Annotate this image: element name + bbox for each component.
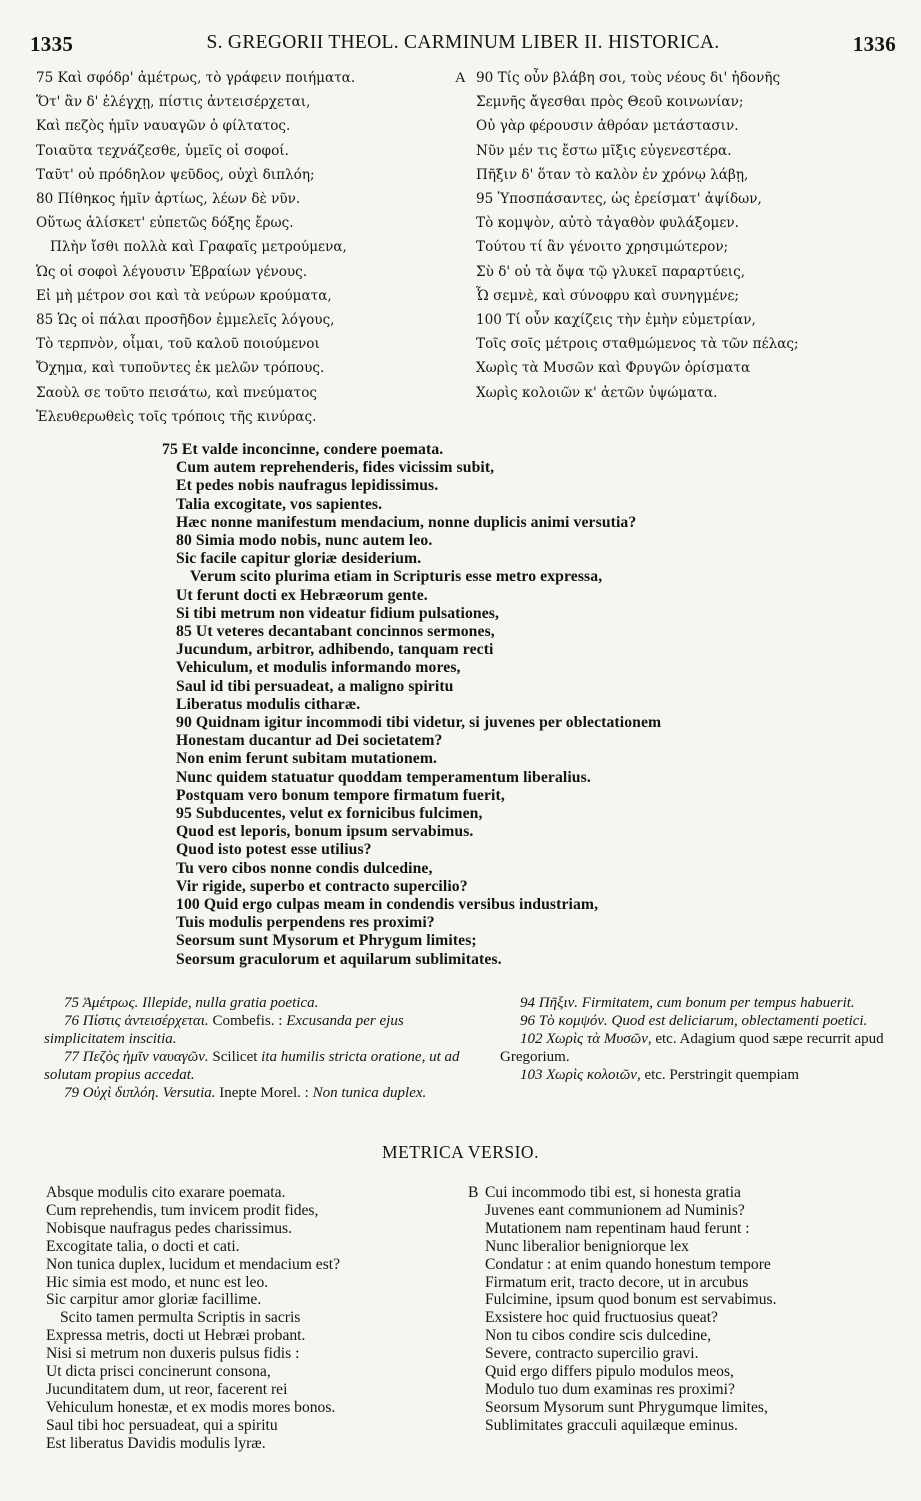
verse-line: Mutationem nam repentinam haud ferunt : (485, 1219, 750, 1237)
verse-line: 75 Καὶ σφόδρ' ἀμέτρως, τὸ γράφειν ποιήματα. (36, 70, 356, 86)
verse-line: Ὅτ' ἂν δ' ἐλέγχῃ, πίστις ἀντεισέρχεται, (36, 94, 311, 111)
verse-line: Τούτου τί ἂν γένοιτο χρησιμώτερον; (476, 239, 729, 256)
latin-line: Ut ferunt docti ex Hebræorum gente. (176, 586, 428, 604)
verse-line: Seorsum Mysorum sunt Phrygumque limites, (485, 1398, 768, 1416)
verse-line: Jucunditatem dum, ut reor, facerent rei (46, 1380, 288, 1398)
verse-line: Modulo tuo dum examinas res proximi? (485, 1380, 735, 1398)
footnote-gloss: Quod est deliciarum, oblectamenti poetici. (611, 1013, 868, 1029)
verse-line: Ut dicta prisci concinerunt consona, (46, 1363, 271, 1381)
latin-line: Verum scito plurima etiam in Scripturis esse metro expressa, (190, 568, 603, 586)
verse-line: Χωρὶς τὰ Μυσῶν καὶ Φρυγῶν ὁρίσματα (476, 360, 751, 377)
footnote-ref: 103 Χωρὶς κολοιῶν, (520, 1067, 641, 1083)
footnote-ref: 96 Τὸ κομψόν. (520, 1013, 608, 1029)
footnote (500, 1030, 906, 1066)
verse-line: Ὦ σεμνὲ, καὶ σύνοφρυ καὶ συνηγμένε; (476, 287, 740, 304)
verse-line: Τὸ τερπνὸν, οἶμαι, τοῦ καλοῦ ποιούμενοι (36, 336, 320, 353)
verse-line: Νῦν μέν τις ἔστω μῖξις εὐγενεστέρα. (476, 142, 732, 159)
column-marker: B (468, 1184, 479, 1201)
verse-line: Cui incommodo tibi est, si honesta gratia (485, 1184, 741, 1201)
verse-line: Nobisque naufragus pedes charissimus. (46, 1219, 292, 1237)
footnote-ref: 102 Χωρὶς τὰ Μυσῶν, (520, 1031, 652, 1047)
verse-line: Nisi si metrum non duxeris pulsus fidis : (46, 1345, 300, 1363)
verse-line: Τὸ κομψὸν, αὐτὸ τἀγαθὸν φυλάξομεν. (476, 215, 739, 232)
verse-line: Πλὴν ἴσθι πολλὰ καὶ Γραφαῖς μετρούμενα, (50, 239, 347, 256)
verse-line: Εἰ μὴ μέτρον σοι καὶ τὰ νεύρων κρούματα, (36, 287, 332, 304)
verse-line: Ταῦτ' οὐ πρόδηλον ψεῦδος, οὐχὶ διπλόη; (36, 166, 315, 183)
latin-line: 95 Subducentes, velut ex fornicibus fulcimen, (176, 805, 483, 823)
footnote-text: etc. Adagium quod sæpe recurrit apud Gregorium. (500, 1031, 884, 1065)
verse-line: Ἐλευθερωθεὶς τοῖς τρόποις τῆς κινύρας. (36, 408, 317, 425)
latin-line: Vehiculum, et modulis informando mores, (176, 659, 461, 677)
footnote-text: etc. Perstringit quempiam (644, 1067, 800, 1083)
latin-line: 75 Et valde inconcinne, condere poemata. (162, 441, 444, 458)
verse-line: Οὐ γὰρ φέρουσιν ἀθρόαν μετάστασιν. (476, 118, 739, 135)
footnote (44, 1084, 464, 1102)
column-marker: A (455, 70, 466, 86)
verse-line: 85 Ὡς οἱ πάλαι προσῆδον ἐμμελεῖς λόγους, (36, 312, 335, 329)
footnote (44, 994, 464, 1012)
running-header (30, 32, 896, 56)
verse-line: Juvenes eant communionem ad Numinis? (485, 1201, 745, 1219)
verse-line: Hic simia est modo, et nunc est leo. (46, 1273, 269, 1291)
verse-line: Nunc liberalior benigniorque lex (485, 1237, 689, 1255)
verse-line: Saul tibi hoc persuadeat, qui a spiritu (46, 1416, 278, 1434)
running-title: S. GREGORII THEOL. CARMINUM LIBER II. HISTORICA. (206, 32, 720, 53)
footnote-gloss: Non tunica duplex. (312, 1085, 427, 1101)
verse-line: Οὕτως ἁλίσκετ' εὐπετῶς δόξης ἔρως. (36, 215, 294, 232)
verse-line: Τοῖς σοῖς μέτροις σταθμώμενος τὰ τῶν πέλας; (476, 336, 799, 353)
verse-line: Σὺ δ' οὐ τὰ ὄψα τῷ γλυκεῖ παραρτύεις, (476, 263, 746, 280)
verse-line: Excogitate talia, o docti et cati. (46, 1237, 240, 1255)
footnote-gloss: Illepide, nulla gratia poetica. (142, 995, 319, 1011)
latin-translation (162, 441, 661, 969)
verse-line: Firmatum erit, tracto decore, ut in arcubus (485, 1273, 749, 1291)
footnote (44, 1048, 464, 1084)
verse-line: Non tunica duplex, lucidum et mendacium est? (46, 1255, 341, 1273)
footnote-text: Inepte Morel. : (215, 1085, 313, 1101)
verse-line: Est liberatus Davidis modulis lyræ. (46, 1434, 266, 1452)
footnote (500, 1012, 906, 1030)
latin-line: Postquam vero bonum tempore firmatum fuerit, (176, 786, 505, 804)
verse-line: Scito tamen permulta Scriptis in sacris (60, 1309, 301, 1327)
verse-line: 90 Τίς οὖν βλάβη σοι, τοὺς νέους δι' ἡδονῆς (476, 70, 781, 86)
latin-line: Hæc nonne manifestum mendacium, nonne duplicis animi versutia? (176, 513, 637, 531)
notes-right-column (500, 994, 906, 1084)
footnote-ref: 76 Πίστις ἀντεισέρχεται. (64, 1013, 209, 1029)
latin-line: 85 Ut veteres decantabant concinnos sermones, (176, 623, 495, 641)
latin-line: Sic facile capitur gloriæ desiderium. (176, 550, 422, 568)
metrica-left-column (46, 1184, 340, 1453)
verse-line: Τοιαῦτα τεχνάζεσθε, ὑμεῖς οἱ σοφοί. (36, 142, 289, 159)
metrica-right-column (468, 1184, 777, 1435)
latin-line: Si tibi metrum non videatur fidium pulsationes, (176, 604, 499, 622)
verse-line: Condatur : at enim quando honestum tempore (485, 1255, 771, 1273)
page-number-right: 1336 (852, 32, 896, 56)
verse-line: Expressa metris, docti ut Hebræi probant. (46, 1327, 306, 1345)
footnote (44, 1012, 464, 1048)
greek-text-right-column (455, 66, 799, 405)
verse-line: Ὡς οἱ σοφοὶ λέγουσιν Ἑβραίων γένους. (36, 263, 308, 280)
notes-left-column (44, 994, 464, 1102)
footnote-text: Scilicet (212, 1049, 262, 1065)
latin-line: Et pedes nobis naufragus lepidissimus. (176, 477, 439, 495)
latin-line: Quod isto potest esse utilius? (176, 841, 372, 859)
verse-line: Fulcimine, ipsum quod bonum est servabimus. (485, 1291, 777, 1309)
latin-line: Cum autem reprehenderis, fides vicissim subit, (176, 459, 495, 477)
verse-line: 100 Τί οὖν καχίζεις τὴν ἐμὴν εὐμετρίαν, (476, 312, 756, 329)
latin-line: 90 Quidnam igitur incommodi tibi videtur, si juvenes per oblectationem (176, 714, 662, 732)
latin-line: Seorsum graculorum et aquilarum sublimitates. (176, 950, 502, 968)
verse-line: Vehiculum honestæ, et ex modis mores bonos. (46, 1398, 336, 1416)
verse-line: Ὄχημα, καὶ τυποῦντες ἐκ μελῶν τρόπους. (36, 360, 325, 377)
footnote (500, 994, 906, 1012)
footnote-gloss: Firmitatem, cum bonum per tempus habuerit. (581, 995, 855, 1011)
verse-line: Σεμνῆς ἄγεσθαι πρὸς Θεοῦ κοινωνίαν; (476, 94, 744, 111)
latin-line: Non enim ferunt subitam mutationem. (176, 750, 438, 768)
footnote-ref: 79 Οὐχὶ διπλόη. (64, 1085, 159, 1101)
latin-line: Quod est leporis, bonum ipsum servabimus. (176, 823, 474, 841)
footnote-ref: 77 Πεζὸς ἡμῖν ναυαγῶν. (64, 1049, 209, 1065)
section-title: METRICA VERSIO. (382, 1142, 539, 1162)
latin-line: Tu vero cibos nonne condis dulcedine, (176, 859, 433, 877)
latin-line: Seorsum sunt Mysorum et Phrygum limites; (176, 932, 477, 950)
page-number-left: 1335 (30, 32, 74, 56)
latin-line: Saul id tibi persuadeat, a maligno spiritu (176, 677, 454, 695)
footnote-gloss: ita humilis stricta oratione, ut ad solutam propius accedat. (44, 1049, 460, 1083)
latin-line: Jucundum, arbitror, adhibendo, tanquam recti (176, 641, 494, 659)
latin-line: Liberatus modulis citharæ. (176, 695, 361, 713)
latin-line: Tuis modulis perpendens res proximi? (176, 914, 435, 932)
verse-line: Sublimitates gracculi aquilæque eminus. (485, 1416, 738, 1434)
verse-line: Exsistere hoc quid fructuosius queat? (485, 1309, 718, 1327)
latin-line: 80 Simia modo nobis, nunc autem leo. (176, 532, 433, 550)
latin-line: Vir rigide, superbo et contracto supercilio? (176, 877, 468, 895)
footnote-text: Combefis. : (212, 1013, 287, 1029)
verse-line: Σαοὺλ σε τοῦτο πεισάτω, καὶ πνεύματος (36, 384, 317, 401)
verse-line: Severe, contracto supercilio gravi. (485, 1345, 699, 1363)
verse-line: 95 Ὑποσπάσαντες, ὡς ἐρείσματ' ἀψίδων, (476, 191, 762, 208)
verse-line: Non tu cibos condire scis dulcedine, (485, 1327, 712, 1345)
verse-line: Sic carpitur amor gloriæ facillime. (46, 1291, 262, 1309)
footnote-ref: 94 Πῆξιν. (520, 995, 579, 1011)
verse-line: Πῆξιν δ' ὅταν τὸ καλὸν ἐν χρόνῳ λάβῃ, (476, 166, 749, 183)
latin-line: Nunc quidem statuatur quoddam temperamentum liberalius. (176, 768, 591, 786)
verse-line: 80 Πίθηκος ἡμῖν ἀρτίως, λέων δὲ νῦν. (36, 191, 301, 208)
verse-line: Χωρὶς κολοιῶν κ' ἀετῶν ὑψώματα. (476, 384, 718, 401)
footnote-gloss: Versutia. (162, 1085, 216, 1101)
footnote-gloss: Excusanda per ejus simplicitatem inscitia. (44, 1013, 404, 1047)
latin-line: Talia excogitate, vos sapientes. (176, 495, 383, 513)
verse-line: Καὶ πεζὸς ἡμῖν ναυαγῶν ὁ φίλτατος. (36, 118, 291, 135)
footnote-ref: 75 Ἀμέτρως. (64, 995, 139, 1011)
latin-line: Honestam ducantur ad Dei societatem? (176, 732, 443, 750)
verse-line: Quid ergo differs pipulo modulos meos, (485, 1363, 734, 1381)
latin-line: 100 Quid ergo culpas meam in condendis versibus industriam, (176, 896, 599, 914)
verse-line: Cum reprehendis, tum invicem prodit fides, (46, 1201, 319, 1219)
footnote (500, 1066, 906, 1084)
verse-line: Absque modulis cito exarare poemata. (46, 1184, 286, 1201)
greek-text-left-column (36, 66, 355, 429)
